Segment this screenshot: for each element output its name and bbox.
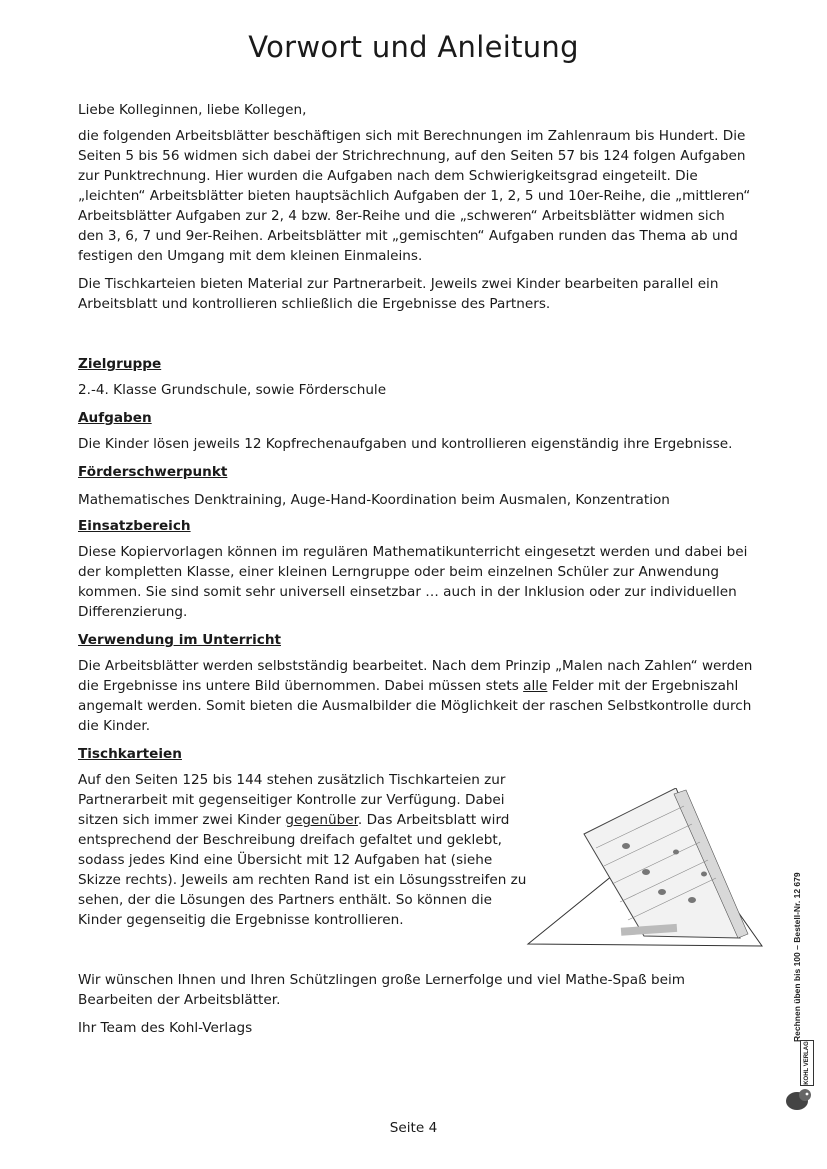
intro-paragraph-2: Die Tischkarteien bieten Material zur Partnerarbeit. Jeweils zwei Kinder bearbeiten parallel ein Arbeitsblatt und kontrollieren schließlich die Ergebnisse des Partners. xyxy=(78,276,719,312)
tisch-emphasis: gegenüber xyxy=(285,812,358,828)
greeting: Liebe Kolleginnen, liebe Kollegen, xyxy=(78,102,307,118)
folded-card-sketch xyxy=(526,788,778,948)
heading-aufgaben: Aufgaben xyxy=(78,410,152,426)
page-title: Vorwort und Anleitung xyxy=(248,30,579,64)
heading-verwendung: Verwendung im Unterricht xyxy=(78,632,281,648)
text-aufgaben: Die Kinder lösen jeweils 12 Kopfrechenaufgaben und kontrollieren eigenständig ihre Ergebnisse. xyxy=(78,436,733,452)
heading-tischkarteien: Tischkarteien xyxy=(78,746,182,762)
verwendung-text-a: Die Arbeitsblätter werden selbstständig bearbeitet. Nach dem Prinzip „Malen nach Zahlen“ werden die Ergebnisse ins untere Bild übernommen. Dabei müssen stets xyxy=(78,658,753,694)
publisher-logo-mark-icon xyxy=(783,1086,815,1112)
tischkarteien-block xyxy=(78,770,754,934)
heading-einsatzbereich: Einsatzbereich xyxy=(78,518,191,534)
intro-paragraph-1: die folgenden Arbeitsblätter beschäftigen sich mit Berechnungen im Zahlenraum bis Hundert. Die Seiten 5 bis 56 widmen sich dabei der Strichrechnung, auf den Seiten 57 bis 124 folgen Aufgaben zur Punktrechnung. Hier wurden die Aufgaben nach dem Schwierigkeitsgrad eingeteilt. Die „leichten“ Arbeitsblätter bieten hauptsächlich Aufgaben der 1, 2, 5 und 10er-Reihe, die „mittleren“ Arbeitsblätter Aufgaben zur 2, 4 bzw. 8er-Reihe und die „schweren“ Arbeitsblätter widmen sich den 3, 6, 7 und 9er-Reihen. Arbeitsblätter mit „gemischten“ Aufgaben runden das Thema ab und festigen den Umgang mit dem kleinen Einmaleins. xyxy=(78,128,751,264)
page-number: Seite 4 xyxy=(389,1120,438,1136)
tisch-text-b: . Das Arbeitsblatt wird entsprechend der Beschreibung dreifach gefaltet und geklebt, sodass jedes Kind eine Übersicht mit 12 Aufgaben hat (siehe Skizze rechts). Jeweils am rechten Rand ist ein Lösungsstreifen zu sehen, der die Lösungen des Partners enthält. So können die Kinder gegenseitig die Ergebnisse kontrollieren. xyxy=(78,812,527,928)
verwendung-text-b: Felder mit der Ergebniszahl angemalt werden. Somit bieten die Ausmalbilder die Möglichkeit der raschen Selbstkontrolle durch die Kinder. xyxy=(78,678,752,734)
publisher-logo xyxy=(800,1040,814,1086)
signature: Ihr Team des Kohl-Verlags xyxy=(78,1020,253,1036)
main-content xyxy=(78,100,754,1038)
sidebar-text: Rechnen üben bis 100 – Bestell-Nr. 12 679 xyxy=(792,872,802,1042)
text-zielgruppe: 2.-4. Klasse Grundschule, sowie Förderschule xyxy=(78,382,387,398)
text-einsatzbereich: Diese Kopiervorlagen können im regulären Mathematikunterricht eingesetzt werden und dabei bei der kompletten Klasse, einer kleinen Lerngruppe oder beim einzelnen Schüler zur Anwendung kommen. Sie sind somit sehr universell einsetzbar … auch in der Inklusion oder zur individuellen Differenzierung. xyxy=(78,544,748,620)
publisher-logo-text: KOHL VERLAG xyxy=(804,1041,810,1085)
heading-zielgruppe: Zielgruppe xyxy=(78,356,162,372)
text-verwendung xyxy=(78,656,754,736)
tisch-text-a: Auf den Seiten 125 bis 144 stehen zusätzlich Tischkarteien zur Partnerarbeit mit gegenseitiger Kontrolle zur Verfügung. Dabei sitzen sich immer zwei Kinder xyxy=(78,772,506,828)
text-foerderschwerpunkt: Mathematisches Denktraining, Auge-Hand-Koordination beim Ausmalen, Konzentration xyxy=(78,492,670,508)
closing-text: Wir wünschen Ihnen und Ihren Schützlingen große Lernerfolge und viel Mathe-Spaß beim Bearbeiten der Arbeitsblätter. xyxy=(78,972,685,1008)
heading-foerderschwerpunkt: Förderschwerpunkt xyxy=(78,464,228,480)
verwendung-emphasis: alle xyxy=(523,678,548,694)
text-tischkarteien xyxy=(78,770,530,930)
